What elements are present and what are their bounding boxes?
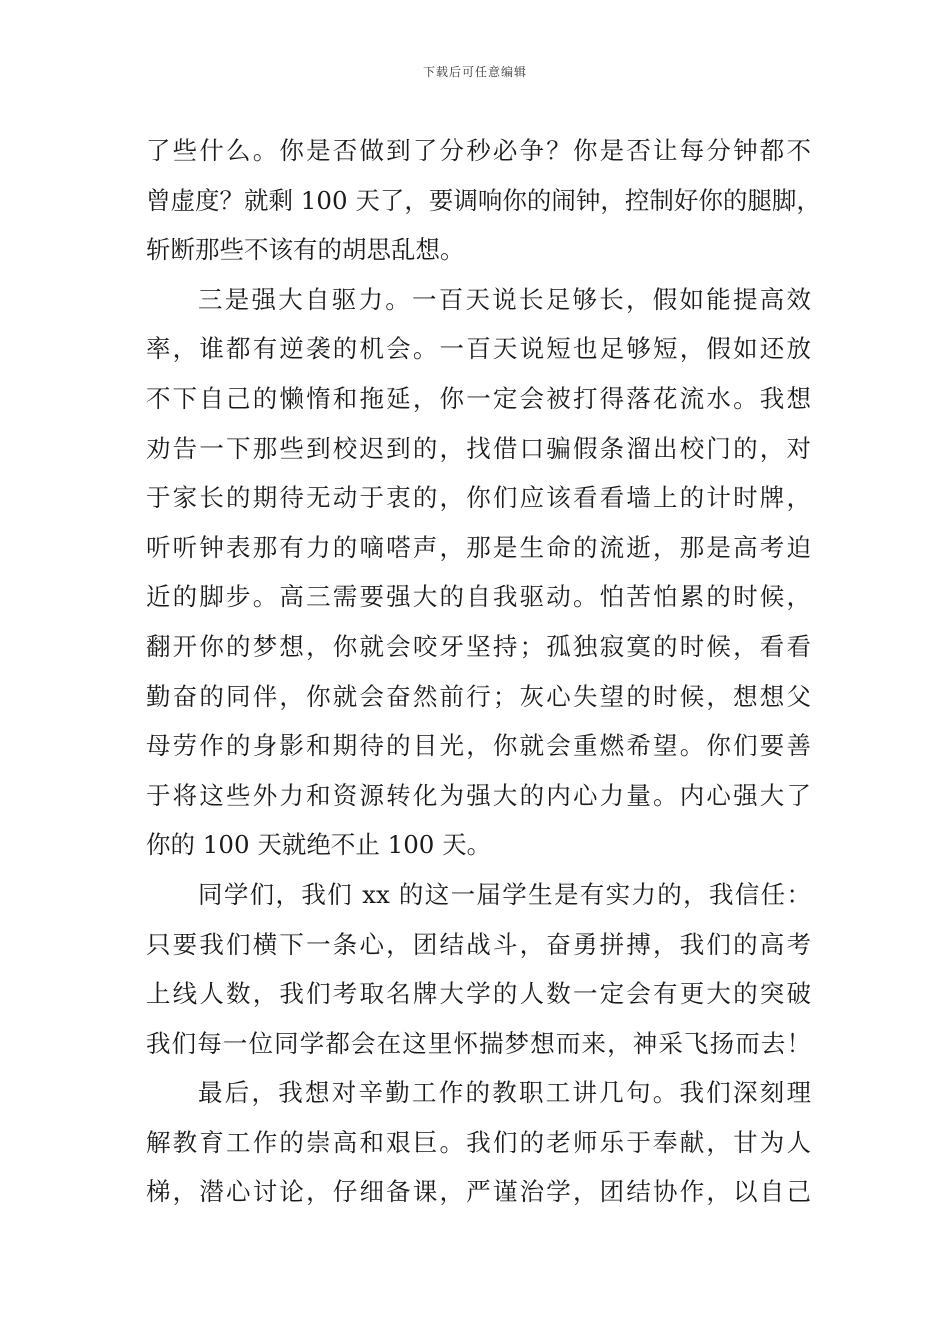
page-header: 下载后可任意编辑 [422, 65, 527, 79]
text-line: 梯，潜心讨论，仔细备课，严谨治学，团结协作，以自己 [146, 1177, 811, 1207]
text-line: 听听钟表那有力的嘀嗒声，那是生命的流逝，那是高考迫 [146, 532, 811, 562]
text-line: 于家长的期待无动于衷的，你们应该看看墙上的计时牌， [146, 483, 811, 513]
text-line: 近的脚步。高三需要强大的自我驱动。怕苦怕累的时候， [146, 582, 811, 612]
text-line: 解教育工作的崇高和艰巨。我们的老师乐于奉献，甘为人 [146, 1127, 811, 1157]
text-line: 曾虚度？就剩 100 天了，要调响你的闹钟，控制好你的腿脚， [146, 185, 821, 215]
document-body [146, 126, 821, 1217]
paragraph-first-line: 最后，我想对辛勤工作的教职工讲几句。我们深刻理 [198, 1078, 811, 1108]
paragraph-first-line: 三是强大自驱力。一百天说长足够长，假如能提高效 [198, 284, 811, 314]
text-line: 翻开你的梦想，你就会咬牙坚持；孤独寂寞的时候，看看 [146, 631, 811, 661]
text-line: 斩断那些不该有的胡思乱想。 [146, 235, 465, 265]
text-line: 劝告一下那些到校迟到的，找借口骗假条溜出校门的，对 [146, 433, 811, 463]
text-line: 不下自己的懒惰和拖延，你一定会被打得落花流水。我想 [146, 383, 811, 413]
text-line: 于将这些外力和资源转化为强大的内心力量。内心强大了 [146, 780, 811, 810]
text-line: 你的 100 天就绝不止 100 天。 [146, 830, 492, 860]
text-line: 勤奋的同伴，你就会奋然前行；灰心失望的时候，想想父 [146, 681, 811, 711]
text-line: 只要我们横下一条心，团结战斗，奋勇拼搏，我们的高考 [146, 929, 811, 959]
text-line: 我们每一位同学都会在这里怀揣梦想而来，神采飞扬而去！ [146, 1028, 811, 1058]
text-line: 上线人数，我们考取名牌大学的人数一定会有更大的突破 [146, 979, 811, 1009]
paragraph-first-line: 同学们，我们 xx 的这一届学生是有实力的，我信任： [198, 879, 811, 909]
text-line: 了些什么。你是否做到了分秒必争？你是否让每分钟都不 [146, 136, 811, 165]
text-line: 母劳作的身影和期待的目光，你就会重燃希望。你们要善 [146, 731, 811, 761]
text-line: 率，谁都有逆袭的机会。一百天说短也足够短，假如还放 [146, 334, 811, 364]
